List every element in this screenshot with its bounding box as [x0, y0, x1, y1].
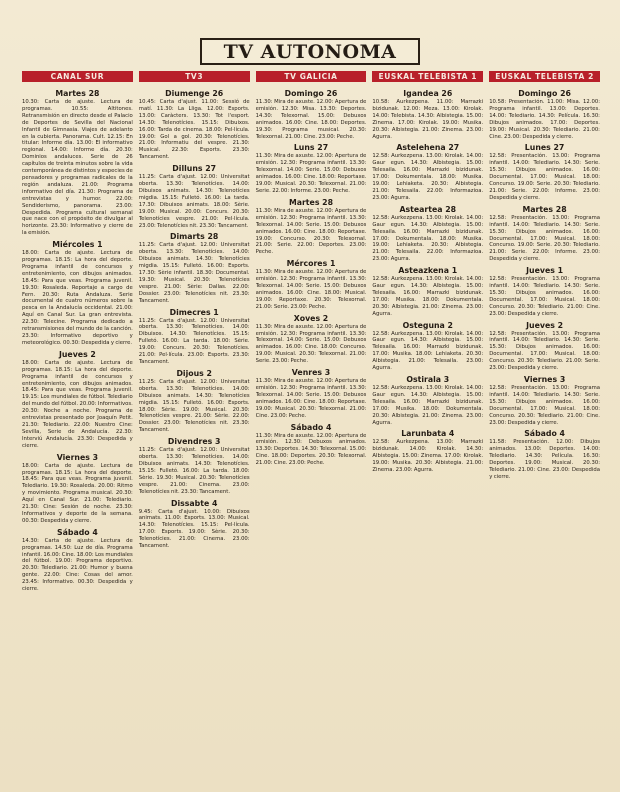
day-list	[22, 86, 133, 593]
day-header: Igandea 26	[403, 89, 453, 98]
day-header: Larunbata 4	[401, 429, 455, 439]
day-header: Martes 28	[288, 197, 334, 207]
schedule-text: 18.00: Carta de ajuste. Lectura de programas. 18.15: La hora del deporte. Programa infantil de concursos y entretenimiento, con dibujos animados. 18.45: Para que veas. Programa juvenil. 19.15: Los mundiales de fútbol. Telediario del mundo del fútbol. 20.00: Informativos. 20.30: Noche a noche. Programa de entrevistas presentado por Joaquín Petit. 21.30: Telediario. 22.00: Nuestro Cine: Sevilla, Serie de Andalucía. 22.30: Interviú Andalucía. 23.30: Despedida y cierre.	[22, 359, 133, 449]
channel-column	[489, 71, 600, 783]
day-list	[372, 86, 483, 474]
day-header: Asteartea 28	[399, 204, 457, 214]
channel-header: TV GALICIA	[256, 71, 367, 82]
schedule-text: 12.58: Aurkezpena. 13.00: Marrazki bizidunak. 14.00: Kirolak. 14.30: Albistegia. 15.00: Zinema. 17.00: Kirolak. 19.00: Musika. 20.30: Albistegia. 21.00: Zinema. 23.00: Agurra.	[372, 439, 484, 474]
day-header: Divendres 3	[167, 437, 221, 447]
day-header: Martes 28	[55, 89, 100, 98]
day-header: Viernes 3	[523, 375, 566, 384]
schedule-text: 12.58: Aurkezpena. 13.00: Kirolak. 14.00: Gaur egun. 14.30: Albistegia. 15.00: Telesaila. 16.00: Marrazki bizidunak. 17.00: Musika. 18.00: Dokumentala. 20.30: Albistegia. 21.00: Zinema. 23.00: Agurra.	[372, 276, 484, 317]
channel-header: TV3	[139, 71, 250, 82]
day-header: Miércoles 1	[52, 240, 103, 250]
schedule-text: 10.45: Carta d'ajust. 11.00: Sessió de matí. 11.30: La Lliga. 12.00: Esports. 13.00: Caràcters. 13.30: Tot l'esport. 14.30: Telenotícies. 15.15: Dibuixos. 16.00: Tarda de cinema. 18.00: Pel·lícula. 19.00: Gol a gol. 20.30: Telenotícies. 21.00: Informatiu del vespre. 21.30: Musical. 22.30: Esports. 23.30: Tancament.	[138, 99, 250, 161]
day-header: Jueves 1	[526, 266, 564, 276]
schedule-text: 11.30: Mira de axuste. 12.00: Apertura de emisión. 12.30: Programa infantil. 13.30: Telexornal. 14.00: Serie. 15.00: Debuxos animados. 16.00: Cine. 18.00: Concurso. 19.00: Musical. 20.30: Telexornal. 21.00: Serie. 23.00: Peche.	[255, 323, 367, 365]
schedule-text: 10.58: Aurkezpena. 11.00: Marrazki bizidunak. 12.00: Meza. 13.00: Kirolak. 14.00: Telebista. 14.30: Albistegia. 15.00: Zinema. 17.00: Kirolak. 19.00: Musika. 20.30: Albistegia. 21.00: Zinema. 23.00: Agurra.	[372, 99, 484, 140]
channel-header: CANAL SUR	[22, 71, 133, 82]
schedule-text: 9.45: Carta d'ajust. 10.00: Dibuixos animats. 11.00: Esports. 13.00: Musical. 14.30: Telenotícies. 15.15: Pel·lícula. 17.00: Esports. 19.00: Sèrie. 20.30: Telenotícies. 21.00: Cinema. 23.00: Tancament.	[138, 508, 250, 550]
schedule-text: 18.00: Carta de ajuste. Lectura de programas. 18.15: La hora del deporte. 18.45: Para que veas. Programa juvenil. Telediario. 19.30: Rosaleda. 20.00: Ritmo y movimiento. Programa musical. 20.30: Aquí en Canal Sur. 21.00: Telediario. 21.30: Cine: Sesión de noche. 23.30: Informativos y deporte de la semana. 00.30: Despedida y cierre.	[22, 462, 133, 524]
title-wrap	[0, 38, 620, 64]
schedule-text: 11.30: Mira de axuste. 12.00: Apertura de emisión. 12.30: Programa infantil. 13.30: Telexornal. 14.00: Serie. 15.00: Debuxos animados. 16.00: Cine. 18.00: Musical. 19.00: Reportaxe. 20.30: Telexornal. 21.00: Serie. 23.00: Peche.	[255, 269, 367, 310]
day-header: Asteazkena 1	[398, 266, 458, 276]
schedule-text: 11.58: Presentación. 12.00: Dibujos animados. 13.00: Deportes. 14.00: Telediario. 14.30: Película. 16.30: Deportes. 19.00: Musical. 20.30: Telediario. 21.00: Cine. 23.00: Despedida y cierre.	[489, 439, 600, 480]
schedule-text: 11.25: Carta d'ajust. 12.00: Universitat oberta. 13.30: Telenotícies. 14.00: Dibuixos animats. 14.30: Telenotícies. 15.15: Fulletó. 16.00: La tarda. 18.00: Sèrie. 19.30: Musical. 20.30: Telenotícies vespre. 21.00: Cinema. 23.00: Telenotícies nit. 23.30: Tancament.	[138, 447, 250, 495]
schedule-text: 11.30: Mira de axuste. 12.00: Apertura de emisión. 12.30: Programa infantil. 13.30: Telexornal. 14.00: Serie. 15.00: Debuxos animados. 16.00: Cine. 18.00: Reportaxe. 19.00: Concurso. 20.30: Telexornal. 21.00: Serie. 22.00: Deportes. 23.00: Peche.	[255, 207, 367, 256]
day-header: Martes 28	[522, 204, 567, 214]
schedule-text: 12.58: Presentación. 13.00: Programa infantil. 14.00: Telediario. 14.30: Serie. 15.30: Dibujos animados. 16.00: Documental. 17.00: Musical. 18.00: Concurso. 20.30: Telediario. 21.00: Cine. 23.00: Despedida y cierre.	[489, 385, 600, 426]
day-header: Domingo 26	[284, 89, 338, 98]
day-header: Dissabte 4	[170, 498, 218, 508]
schedule-text: 12.58: Presentación. 13.00: Programa infantil. 14.00: Telediario. 14.30: Serie. 15.30: Dibujos animados. 16.00: Documental. 17.00: Musical. 18.00: Concurso. 19.00: Serie. 20.30: Telediario. 21.00: Serie. 22.00: Informe. 23.00: Despedida y cierre.	[489, 214, 600, 263]
schedule-text: 11.30: Mira de axuste. 12.00: Apertura de emisión. 12.30: Programa infantil. 13.30: Telexornal. 14.00: Serie. 15.00: Debuxos animados. 16.00: Cine. 18.00: Reportaxe. 19.00: Musical. 20.30: Telexornal. 21.00: Serie. 22.00: Informe. 23.00: Peche.	[255, 153, 367, 194]
channel-column	[256, 71, 367, 783]
day-header: Dilluns 27	[172, 164, 217, 174]
schedule-text: 11.25: Carta d'ajust. 12.00: Universitat oberta. 13.30: Telenotícies. 14.00: Dibuixos animats. 14.30: Telenotícies migdia. 15.15: Fulletó. 16.00: Esports. 18.00: Sèrie. 19.00: Musical. 20.30: Telenotícies vespre. 21.00: Sèrie. 22.00: Dossier. 23.00: Telenotícies nit. 23.30: Tancament.	[138, 378, 250, 434]
day-header: Dimecres 1	[169, 307, 219, 317]
day-header: Osteguna 2	[402, 320, 453, 330]
schedule-text: 11.25: Carta d'ajust. 12.00: Universitat oberta. 13.30: Telenotícies. 14.00: Dibuixos animats. 14.30: Telenotícies migdia. 15.15: Fulletó. 16.00: Esports. 17.30: Sèrie infantil. 18.30: Documental. 19.30: Musical. 20.30: Telenotícies vespre. 21.00: Sèrie: Dallas. 22.00: Dossier. 23.00: Telenotícies nit. 23.30: Tancament.	[138, 242, 250, 304]
day-header: Jueves 2	[526, 320, 564, 330]
schedule-text: 12.58: Aurkezpena. 13.00: Kirolak. 14.00: Gaur egun. 14.30: Albistegia. 15.00: Telesaila. 16.00: Marrazki bizidunak. 17.00: Dokumentala. 18.00: Musika. 19.00: Lehiaketa. 20.30: Albistegia. 21.00: Telesaila. 22.00: Informazioa. 23.00: Agurra.	[372, 214, 484, 263]
day-header: Luns 27	[293, 143, 329, 153]
channel-column	[139, 71, 250, 783]
channel-column	[372, 71, 483, 783]
channel-header: EUSKAL TELEBISTA 2	[489, 71, 600, 82]
schedule-text: 12.58: Aurkezpena. 13.00: Kirolak. 14.00: Gaur egun. 14.30: Albistegia. 15.00: Telesaila. 16.00: Marrazki bizidunak. 17.00: Musika. 18.00: Dokumentala. 20.30: Albistegia. 21.00: Zinema. 23.00: Agurra.	[372, 385, 484, 426]
schedule-text: 12.58: Presentación. 13.00: Programa infantil. 14.00: Telediario. 14.30: Serie. 15.30: Dibujos animados. 16.00: Documental. 17.00: Musical. 18.00: Concurso. 20.30: Telediario. 21.00: Serie. 23.00: Despedida y cierre.	[489, 330, 600, 372]
day-list	[256, 86, 367, 467]
schedule-text: 10.58: Presentación. 11.00: Misa. 12.00: Programa infantil. 13.00: Deportes. 14.00: Telediario. 14.30: Película. 16.30: Dibujos animados. 17.00: Deportes. 19.00: Musical. 20.30: Telediario. 21.00: Cine. 23.00: Despedida y cierre.	[489, 99, 600, 140]
schedule-text: 10.30: Carta de ajuste. Lectura de programas. 10.55: Altitones. Retransmisión en directo desde el Palacio de Deportes de Sevilla del Nacional Infantil de Gimnasia. Viajes de adelanto en la cubierta. Panorama. Cult. 12.15: En titular: Informe día. 13.00: El informativo regional. 14.00: Informe día. 20.30: Dominios andaluces. Serie de 26 capítulos de treinta minutos sobre la vida contemporánea de distintos y especies de pensadores y programas radicales de la región andaluza. 21.00: Programa informativo del día. 21.30: Programa de entrevistas y humor. 22.00: Sendiderismo, panorama. 23.00: Despedida. Programa cultural semanal que nace con el propósito de divulgar al horizonte. 23.30: Informativo y cierre de la emisión.	[22, 99, 133, 237]
day-list	[139, 86, 250, 550]
day-header: Xoves 2	[293, 313, 329, 323]
day-header: Ostirala 3	[406, 375, 450, 384]
schedule-text: 11.30: Mira de axuste. 12.00: Apertura de emisión. 12.30: Misa. 13.30: Deportes. 14.30: Telexornal. 15.00: Debuxos animados. 16.00: Cine. 18.00: Deportes. 19.30: Programa musical. 20.30: Telexornal. 21.00: Cine. 23.00: Peche.	[255, 99, 367, 140]
day-header: Lunes 27	[524, 143, 565, 153]
day-header: Sábado 4	[524, 429, 565, 439]
day-header: Sábado 4	[290, 422, 332, 432]
page-title: TV AUTONOMA	[200, 38, 421, 65]
channel-columns	[22, 71, 600, 783]
day-header: Venres 3	[291, 368, 331, 378]
day-header: Astelehena 27	[396, 143, 460, 153]
day-header: Mércores 1	[286, 259, 336, 269]
schedule-text: 11.25: Carta d'ajust. 12.00: Universitat oberta. 13.30: Telenotícies. 14.00: Dibuixos. 14.30: Telenotícies. 15.15: Fulletó. 16.00: La tarda. 18.00: Sèrie. 19.00: Concurs. 20.30: Telenotícies. 21.00: Pel·lícula. 23.00: Esports. 23.30: Tancament.	[138, 317, 250, 365]
schedule-text: 18.00: Carta de ajuste. Lectura de programas. 18.15: La hora del deporte. Programa infantil de concursos y entretenimiento, con dibujos animados. 18.45: Para que veas. Programa juvenil. 19.30: Rosaleda. Reportaje a cargo de Fern. 20.30: Ruta Andaluza. Serie documental de cuatro números sobre la pesca en la Andalucía occidental. 21.00: Aquí en Canal Sur. La gran entrevista. 22.30: Telecine. Programa dedicado a retransmisiones del mundo de la canción. 23.30: Informativo deportivo y meteorológico. 00.30: Despedida y cierre.	[22, 250, 133, 346]
schedule-text: 11.30: Mira de axuste. 12.00: Apertura de emisión. 12.30: Programa infantil. 13.30: Telexornal. 14.00: Serie. 15.00: Debuxos animados. 16.00: Cine. 18.00: Reportaxe. 19.00: Musical. 20.30: Telexornal. 21.00: Cine. 23.00: Peche.	[255, 378, 367, 419]
day-header: Sábado 4	[57, 527, 98, 537]
day-header: Diumenge 26	[165, 89, 224, 98]
schedule-text: 14.30: Carta de ajuste. Lectura de programas. 14.50: Luz de día. Programa infantil. 16.00: Cine. 18.00: Los mundiales del fútbol. 19.00: Programa deportivo. 20.30: Telediario. 21.00: Humor y buena gente. 22.00: Cine: Cosas del amor. 23.45: Informativo. 00.30: Despedida y cierre.	[22, 537, 133, 593]
day-header: Dijous 2	[176, 368, 212, 378]
schedule-text: 12.58: Aurkezpena. 13.00: Kirolak. 14.00: Gaur egun. 14.30: Albistegia. 15.00: Telesaila. 16.00: Marrazki bizidunak. 17.00: Musika. 18.00: Lehiaketa. 20.30: Albistegia. 21.00: Telesaila. 23.00: Agurra.	[372, 330, 484, 372]
schedule-text: 12.58: Presentación. 13.00: Programa infantil. 14.00: Telediario. 14.30: Serie. 15.30: Dibujos animados. 16.00: Documental. 17.00: Musical. 18.00: Concurso. 19.00: Serie. 20.30: Telediario. 21.00: Serie. 22.00: Informe. 23.00: Despedida y cierre.	[489, 153, 600, 201]
channel-column	[22, 71, 133, 783]
channel-header: EUSKAL TELEBISTA 1	[372, 71, 483, 82]
day-list	[489, 86, 600, 481]
day-header: Viernes 3	[56, 452, 99, 462]
schedule-text: 11.25: Carta d'ajust. 12.00: Universitat oberta. 13.30: Telenotícies. 14.00: Dibuixos animats. 14.30: Telenotícies migdia. 15.15: Fulletó. 16.00: La tarda. 17.30: Dibuixos animats. 18.00: Sèrie. 19.00: Musical. 20.00: Concurs. 20.30: Telenotícies vespre. 21.00: Pel·lícula. 23.00: Telenotícies nit. 23.30: Tancament.	[138, 174, 250, 229]
day-header: Dimarts 28	[170, 232, 219, 242]
schedule-text: 11.30: Mira de axuste. 12.00: Apertura de emisión. 12.30: Debuxos animados. 13.30: Deportes. 14.30: Telexornal. 15.00: Cine. 18.00: Deportes. 20.30: Telexornal. 21.00: Cine. 23.00: Peche.	[255, 432, 367, 467]
schedule-text: 12.58: Aurkezpena. 13.00: Kirolak. 14.00: Gaur egun. 14.30: Albistegia. 15.00: Telesaila. 16.00: Marrazki bizidunak. 17.00: Dokumentala. 18.00: Musika. 19.00: Lehiaketa. 20.30: Albistegia. 21.00: Telesaila. 22.00: Informazioa. 23.00: Agurra.	[372, 153, 484, 201]
day-header: Domingo 26	[518, 89, 571, 98]
day-header: Jueves 2	[58, 349, 96, 359]
schedule-text: 12.58: Presentación. 13.00: Programa infantil. 14.00: Telediario. 14.30: Serie. 15.30: Dibujos animados. 16.00: Documental. 17.00: Musical. 18.00: Concurso. 20.30: Telediario. 21.00: Cine. 23.00: Despedida y cierre.	[489, 276, 600, 317]
